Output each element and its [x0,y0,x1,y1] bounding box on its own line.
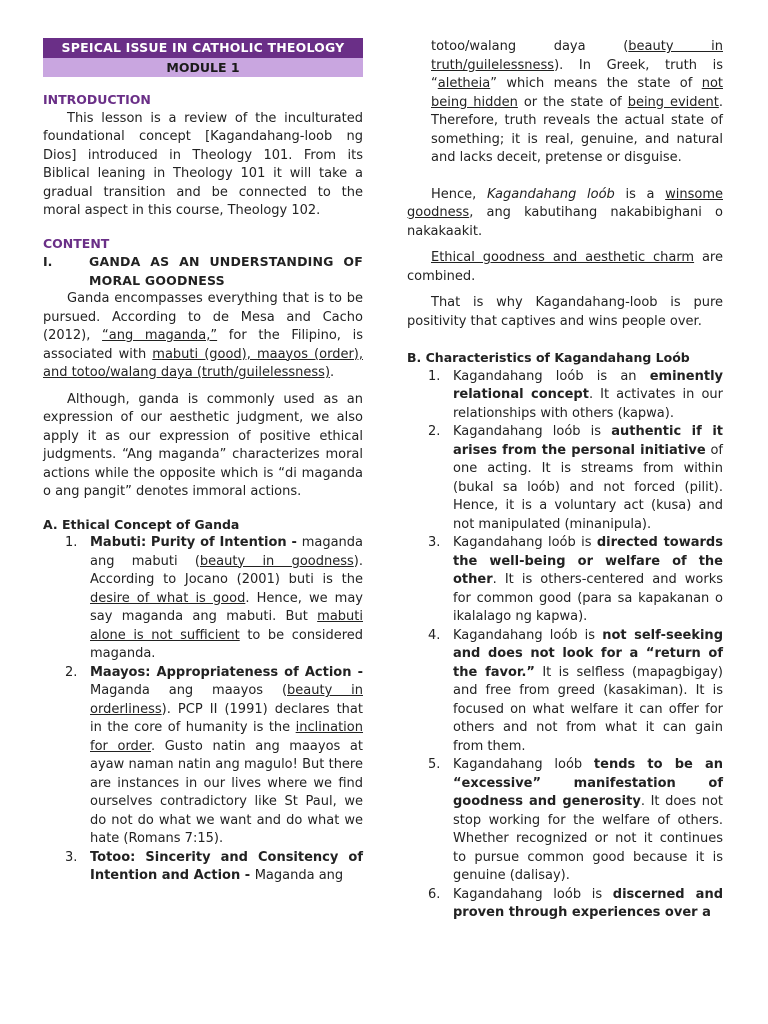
list-item: 1. Mabuti: Purity of Intention - maganda ang mabuti (beauty in goodness). According to Jocano (2001) buti is the desire of what is good. Hence, we may say maganda ang mabuti. But mabuti alone is not sufficient to be considered maganda. [65,535,364,661]
module-banner: MODULE 1 [43,58,363,77]
ganda-paragraph-1: Ganda encompasses everything that is to be pursued. According to de Mesa and Cacho (2012), “ang maganda,” for the Filipino, is associated with mabuti (good), maayos (order), and totoo/walang daya (truth/guilelessness). [43,291,363,380]
list-item: 2. Kagandahang loób is authentic if it arises from the personal initiative of one acting. It is streams from within (bukal sa loób) and not forced (pilit). Hence, it is a voluntary act (kusa) and not manipulated (minanipula). [428,424,723,532]
hence-paragraph: Hence, Kagandahang loób is a winsome goodness, ang kabutihang nakabibighani o nakakaakit. [407,186,723,239]
left-column [43,38,363,886]
list-item: 6. Kagandahang loób is discerned and proven through experiences over a [428,886,723,920]
introduction-heading: INTRODUCTION [43,92,151,107]
section-i-title: GANDA AS AN UNDERSTANDING OF MORAL GOODNESS [89,254,363,288]
totoo-continuation: totoo/walang daya (beauty in truth/guilelessness). In Greek, truth is “aletheia” which means the state of not being hidden or the state of being evident. Therefore, truth reveals the actual state of something; it is real, genuine, and natural and lacks deceit, pretense or disguise. [431,39,724,165]
ethical-concept-list [43,534,363,886]
section-i-number: I. [43,254,53,269]
ethical-concept-heading: A. Ethical Concept of Ganda [43,516,240,532]
section-i-heading [43,253,363,290]
mabuti-maayos-totoo-terms: mabuti (good), maayos (order), and totoo/walang daya (truth/guilelessness) [43,346,363,380]
characteristics-heading: B. Characteristics of Kagandahang Loób [407,350,690,365]
characteristics-list [407,368,723,923]
list-item: 1. Kagandahang loób is an eminently relational concept. It activates in our relationships with others (kapwa). [428,368,723,421]
ang-maganda-term: “ang maganda,” [102,328,218,343]
list-item: 3. Kagandahang loób is directed towards the well-being or welfare of the other. It is others-centered and works for common good (para sa kapakanan o ikalalago ng kapwa). [428,535,723,624]
introduction-paragraph: This lesson is a review of the inculturated foundational concept [Kagandahang-loob ng Dios] introduced in Theology 101. From its Biblical leaning in Theology 101 it will take a gradual transition and be connected to the moral aspect in this course, Theology 102. [43,110,363,218]
content-heading: CONTENT [43,235,110,251]
pure-positivity-paragraph: That is why Kagandahang-loob is pure positivity that captives and wins people over. [407,295,723,329]
list-item: 5. Kagandahang loób tends to be an “excessive” manifestation of goodness and generosity. It does not stop working for the welfare of others. Whether recognized or not it continues to pursue common good because it is genuine (dalisay). [428,757,724,883]
right-column [407,38,723,923]
course-title-banner: SPEICAL ISSUE IN CATHOLIC THEOLOGY [43,38,363,58]
list-item: 2. Maayos: Appropriateness of Action - Maganda ang maayos (beauty in orderliness). PCP II (1991) declares that in the core of humanity is the inclination for order. Gusto natin ang maayos at ayaw naman natin ang magulo! But there are instances in our lives where we find ourselves contradictory like St Paul, we do not do what we want and do what we hate (Romans 7:15). [65,664,363,846]
list-item: 4. Kagandahang loób is not self-seeking and does not look for a “return of the favor.” It is selfless (mapagbigay) and free from greed (kasakiman). It is focused on what welfare it can offer for others and not from what it can gain from them. [428,627,723,754]
ethical-goodness-paragraph: Ethical goodness and aesthetic charm are combined. [407,250,723,284]
list-item: 3. Totoo: Sincerity and Consitency of Intention and Action - Maganda ang [65,849,363,883]
ganda-paragraph-2: Although, ganda is commonly used as an expression of our aesthetic judgment, we also apply it as our expression of positive ethical judgments. “Ang maganda” characterizes moral actions while the opposite which is “di maganda o ang pangit” denotes immoral actions. [43,391,363,499]
